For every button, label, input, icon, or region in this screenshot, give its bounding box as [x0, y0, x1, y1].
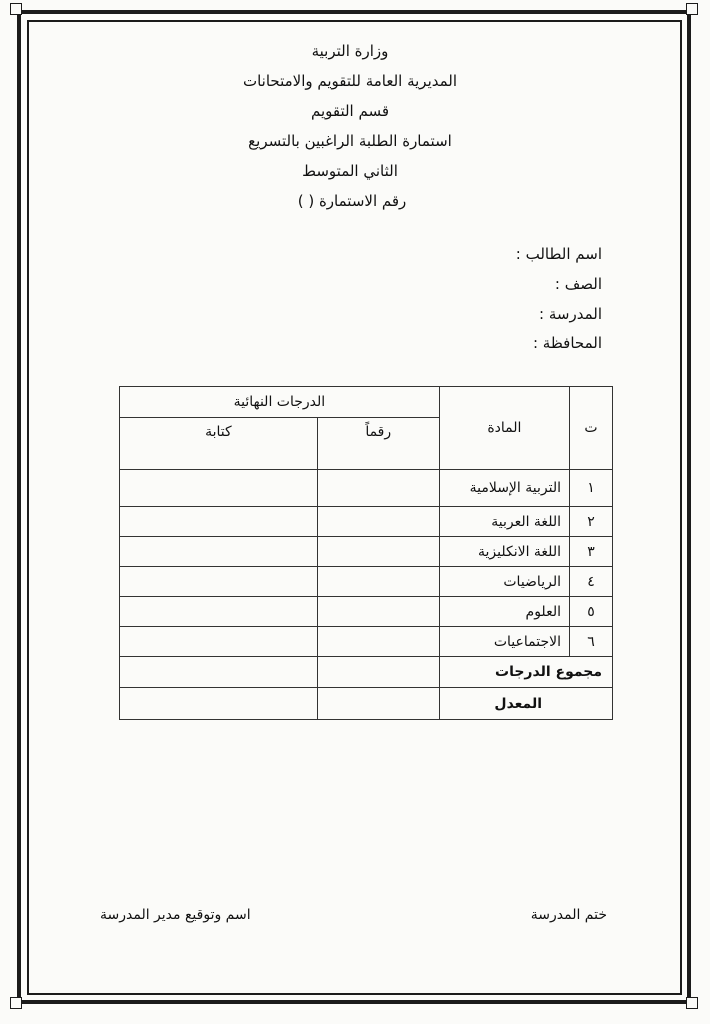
table-row — [120, 597, 613, 627]
row-grade-words[interactable] — [120, 537, 318, 567]
average-label: المعدل — [439, 688, 612, 720]
form-number-label: رقم الاستمارة ( ) — [297, 192, 407, 210]
row-grade-words[interactable] — [120, 597, 318, 627]
row-grade-digits[interactable] — [317, 537, 439, 567]
row-number: ١ — [569, 470, 612, 507]
total-label: مجموع الدرجات — [439, 657, 612, 688]
school-stamp-label: ختم المدرسة — [530, 907, 607, 923]
row-number: ٤ — [569, 567, 612, 597]
row-grade-digits[interactable] — [317, 627, 439, 657]
header-final-grades: الدرجات النهائية — [120, 387, 440, 418]
student-name-label: اسم الطالب : — [515, 245, 602, 263]
header-number: ت — [569, 387, 612, 470]
frame-corner-top-left — [10, 3, 22, 15]
frame-corner-top-right — [686, 3, 698, 15]
row-grade-digits[interactable] — [317, 507, 439, 537]
average-grade-digits[interactable] — [317, 688, 439, 720]
row-grade-digits[interactable] — [317, 567, 439, 597]
row-grade-words[interactable] — [120, 470, 318, 507]
header-subject: المادة — [439, 387, 569, 470]
grade-level: الثاني المتوسط — [302, 162, 398, 180]
total-grade-words[interactable] — [120, 657, 318, 688]
row-subject: اللغة الانكليزية — [439, 537, 569, 567]
average-row — [120, 688, 613, 720]
total-row — [120, 657, 613, 688]
province-label: المحافظة : — [532, 334, 602, 352]
frame-corner-bottom-right — [686, 997, 698, 1009]
table-row — [120, 627, 613, 657]
directorate-name: المديرية العامة للتقويم والامتحانات — [242, 72, 458, 90]
average-grade-words[interactable] — [120, 688, 318, 720]
table-header-row — [120, 387, 613, 418]
row-grade-words[interactable] — [120, 567, 318, 597]
header-in-digits: رقماً — [317, 418, 439, 470]
row-subject: التربية الإسلامية — [439, 470, 569, 507]
row-number: ٢ — [569, 507, 612, 537]
row-grade-digits[interactable] — [317, 470, 439, 507]
frame-corner-bottom-left — [10, 997, 22, 1009]
table-row — [120, 567, 613, 597]
row-subject: اللغة العربية — [439, 507, 569, 537]
total-grade-digits[interactable] — [317, 657, 439, 688]
row-subject: العلوم — [439, 597, 569, 627]
header-in-words: كتابة — [120, 418, 318, 470]
row-number: ٥ — [569, 597, 612, 627]
principal-signature-label: اسم وتوقيع مدير المدرسة — [100, 907, 251, 923]
ministry-name: وزارة التربية — [311, 42, 389, 60]
grades-table — [119, 386, 613, 720]
department-name: قسم التقويم — [310, 102, 390, 120]
row-grade-words[interactable] — [120, 627, 318, 657]
class-label: الصف : — [554, 275, 602, 293]
row-grade-digits[interactable] — [317, 597, 439, 627]
table-row — [120, 507, 613, 537]
school-label: المدرسة : — [539, 305, 602, 323]
row-number: ٦ — [569, 627, 612, 657]
row-subject: الاجتماعيات — [439, 627, 569, 657]
row-grade-words[interactable] — [120, 507, 318, 537]
row-number: ٣ — [569, 537, 612, 567]
table-row — [120, 537, 613, 567]
table-row — [120, 470, 613, 507]
row-subject: الرياضيات — [439, 567, 569, 597]
form-title: استمارة الطلبة الراغبين بالتسريع — [248, 132, 452, 150]
